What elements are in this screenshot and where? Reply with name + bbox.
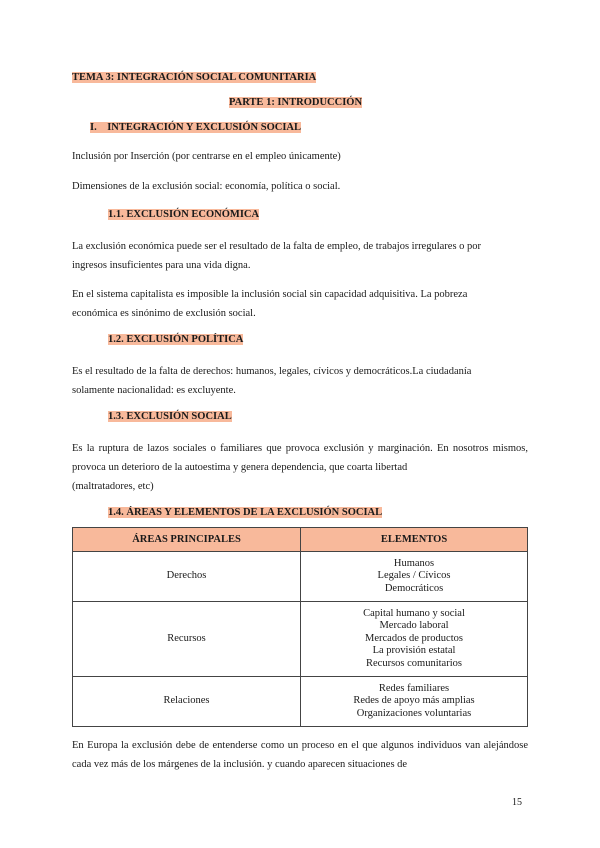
element-item: Redes familiares <box>378 682 450 694</box>
section-heading-1: I. INTEGRACIÓN Y EXCLUSIÓN SOCIAL <box>90 122 302 133</box>
part-heading: PARTE 1: INTRODUCCIÓN <box>229 97 363 108</box>
subsection-heading-1-1: 1.1. EXCLUSIÓN ECONÓMICA <box>108 209 260 220</box>
subsection-heading-1-3: 1.3. EXCLUSIÓN SOCIAL <box>108 411 232 422</box>
table-row <box>73 602 528 677</box>
paragraph-political: Es el resultado de la falta de derechos: humanos, legales, cívicos y democráticos.La ciudadanía solamente nacionalidad: es excluyente. <box>72 366 472 396</box>
area-cell: Relaciones <box>73 677 301 727</box>
element-item: Redes de apoyo más amplias <box>353 695 475 707</box>
column-header-elements: ELEMENTOS <box>301 528 528 552</box>
intro-line-1: Inclusión por Inserción (por centrarse en el empleo únicamente) <box>72 151 341 162</box>
element-item: Organizaciones voluntarias <box>356 707 472 719</box>
element-item: Humanos <box>393 557 435 569</box>
elements-cell <box>301 552 528 602</box>
areas-elements-table <box>72 527 528 727</box>
element-item: Mercado laboral <box>379 620 449 632</box>
element-item: Capital humano y social <box>363 607 465 619</box>
paragraph-economic-2: En el sistema capitalista es imposible la inclusión social sin capacidad adquisitiva. La pobreza económica es sinónimo de exclusión social. <box>72 289 468 319</box>
element-item: Mercados de productos <box>365 632 463 644</box>
intro-line-2: Dimensiones de la exclusión social: economía, política o social. <box>72 181 341 192</box>
element-item: Legales / Cívicos <box>377 570 451 582</box>
paragraph-social: Es la ruptura de lazos sociales o familiares que provoca exclusión y marginación. En nosotros mismos, provoca un deterioro de la autoestima y genera dependencia, que coarta libertad (maltratadores, etc) <box>72 443 528 492</box>
area-cell: Recursos <box>73 602 301 677</box>
table-row <box>73 677 528 727</box>
paragraph-europe: En Europa la exclusión debe de entenderse como un proceso en el que algunos individuos van alejándose cada vez más de los márgenes de la inclusión. y cuando aparecen situaciones de <box>72 740 528 770</box>
subsection-heading-1-2: 1.2. EXCLUSIÓN POLÍTICA <box>108 334 244 345</box>
table-row <box>73 552 528 602</box>
area-cell: Derechos <box>73 552 301 602</box>
page-number: 15 <box>512 797 522 808</box>
paragraph-economic-1: La exclusión económica puede ser el resultado de la falta de empleo, de trabajos irregulares o por ingresos insuficientes para una vida digna. <box>72 241 482 271</box>
element-item: La provisión estatal <box>372 645 456 657</box>
element-item: Recursos comunitarios <box>366 657 462 669</box>
element-item: Democráticos <box>384 582 444 594</box>
elements-cell <box>301 602 528 677</box>
column-header-areas: ÁREAS PRINCIPALES <box>73 528 301 552</box>
elements-cell <box>301 677 528 727</box>
table-header-row <box>73 528 528 552</box>
document-title: TEMA 3: INTEGRACIÓN SOCIAL COMUNITARIA <box>72 72 317 83</box>
subsection-heading-1-4: 1.4. ÁREAS Y ELEMENTOS DE LA EXCLUSIÓN SOCIAL <box>108 507 383 518</box>
